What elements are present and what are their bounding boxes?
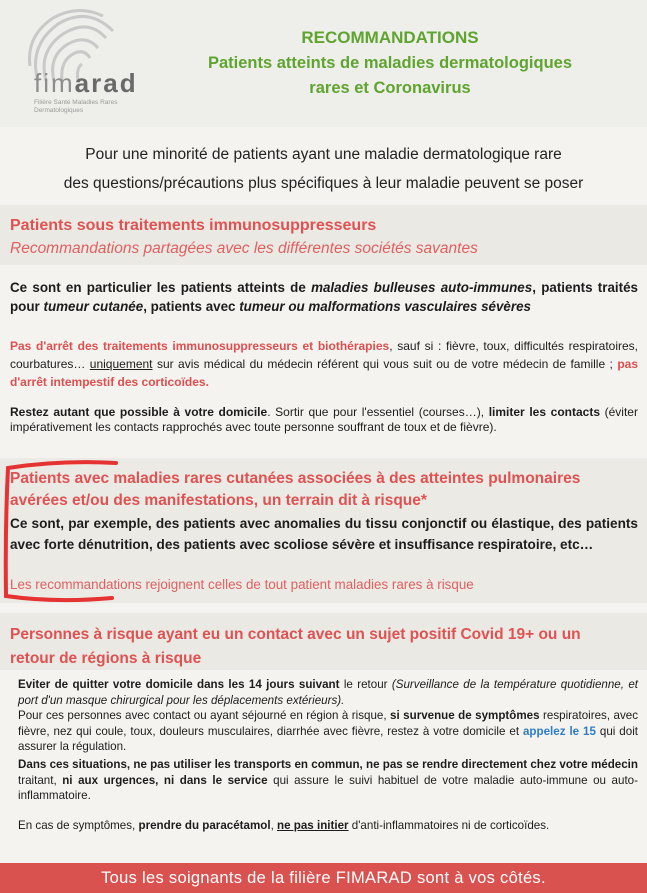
section3-paragraph4: En cas de symptômes, prendre du paracétamol, ne pas initier d'anti-inflammatoires ni de corticoïdes. xyxy=(18,819,550,832)
section1-subheading: Recommandations partagées avec les différentes sociétés savantes xyxy=(10,240,478,257)
section2-body: Ce sont, par exemple, des patients avec anomalies du tissu conjonctif ou élastique, des patients avec forte dénutrition, des patients avec scoliose sévère et insuffisance respiratoire, etc… xyxy=(10,516,638,552)
logo-subtitle: Filière Santé Maladies Rares Dermatologiques xyxy=(34,99,118,114)
intro-line1: Pour une minorité de patients ayant une maladie dermatologique rare xyxy=(85,146,562,163)
section3-paragraph3: Dans ces situations, ne pas utiliser les transports en commun, ne pas se rendre directement chez votre médecin traitant, ni aux urgences, ni dans le service qui assure le suivi habituel de votre maladie auto-immune ou auto- inflammatoire. xyxy=(18,758,638,802)
section2-note: Les recommandations rejoignent celles de tout patient maladies rares à risque xyxy=(10,577,474,592)
footer-banner: Tous les soignants de la filière FIMARAD sont à vos côtés. xyxy=(0,863,647,893)
fimarad-logo xyxy=(14,6,164,118)
section1-paragraph2: Pas d'arrêt des traitements immunosuppresseurs et biothérapies, sauf si : fièvre, toux, difficultés respiratoires, courbatures… uniquement sur avis médical du médecin référent qui vous suit ou de votre médecin de famille ; pas d'arrêt intempestif des corticoïdes. xyxy=(10,339,638,389)
page-title: RECOMMANDATIONS xyxy=(301,28,479,47)
section2-heading: Patients avec maladies rares cutanées associées à des atteintes pulmonaires avérées et/ou des manifestations, un terrain dit à risque* xyxy=(10,470,581,509)
page-subtitle-line1: Patients atteints de maladies dermatologiques xyxy=(207,54,572,72)
page-subtitle-line2: rares et Coronavirus xyxy=(309,79,471,97)
section1-heading: Patients sous traitements immunosuppresseurs xyxy=(10,217,377,234)
section3-heading: Personnes à risque ayant eu un contact avec un sujet positif Covid 19+ ou un retour de régions à risque xyxy=(10,626,581,667)
red-marker-bracket xyxy=(0,458,118,608)
section1-paragraph3: Restez autant que possible à votre domicile. Sortir que pour l'essentiel (courses…), limiter les contacts (éviter impérativement les contacts rapprochés avec toute personne souffrant de toux et de fièvre). xyxy=(10,405,638,434)
logo-wordmark: fimarad xyxy=(34,68,138,98)
section3-paragraph2: Pour ces personnes avec contact ou ayant séjourné en région à risque, si survenue de symptômes respiratoires, avec fièvre, nez qui coule, toux, douleurs musculaires, diarrhée avec fièvre, restez à votre domicile et appelez le 15 qui doit assurer la régulation. xyxy=(18,709,638,753)
intro-line2: des questions/précautions plus spécifiques à leur maladie peuvent se poser xyxy=(63,175,584,192)
section1-paragraph1: Ce sont en particulier les patients atteints de maladies bulleuses auto-immunes, patients traités pour tumeur cutanée, patients avec tumeur ou malformations vasculaires sévères xyxy=(10,280,638,314)
section3-paragraph1: Eviter de quitter votre domicile dans les 14 jours suivant le retour (Surveillance de la température quotidienne, et port d'un masque chirurgical pour les déplacements extérieurs). xyxy=(18,678,638,707)
